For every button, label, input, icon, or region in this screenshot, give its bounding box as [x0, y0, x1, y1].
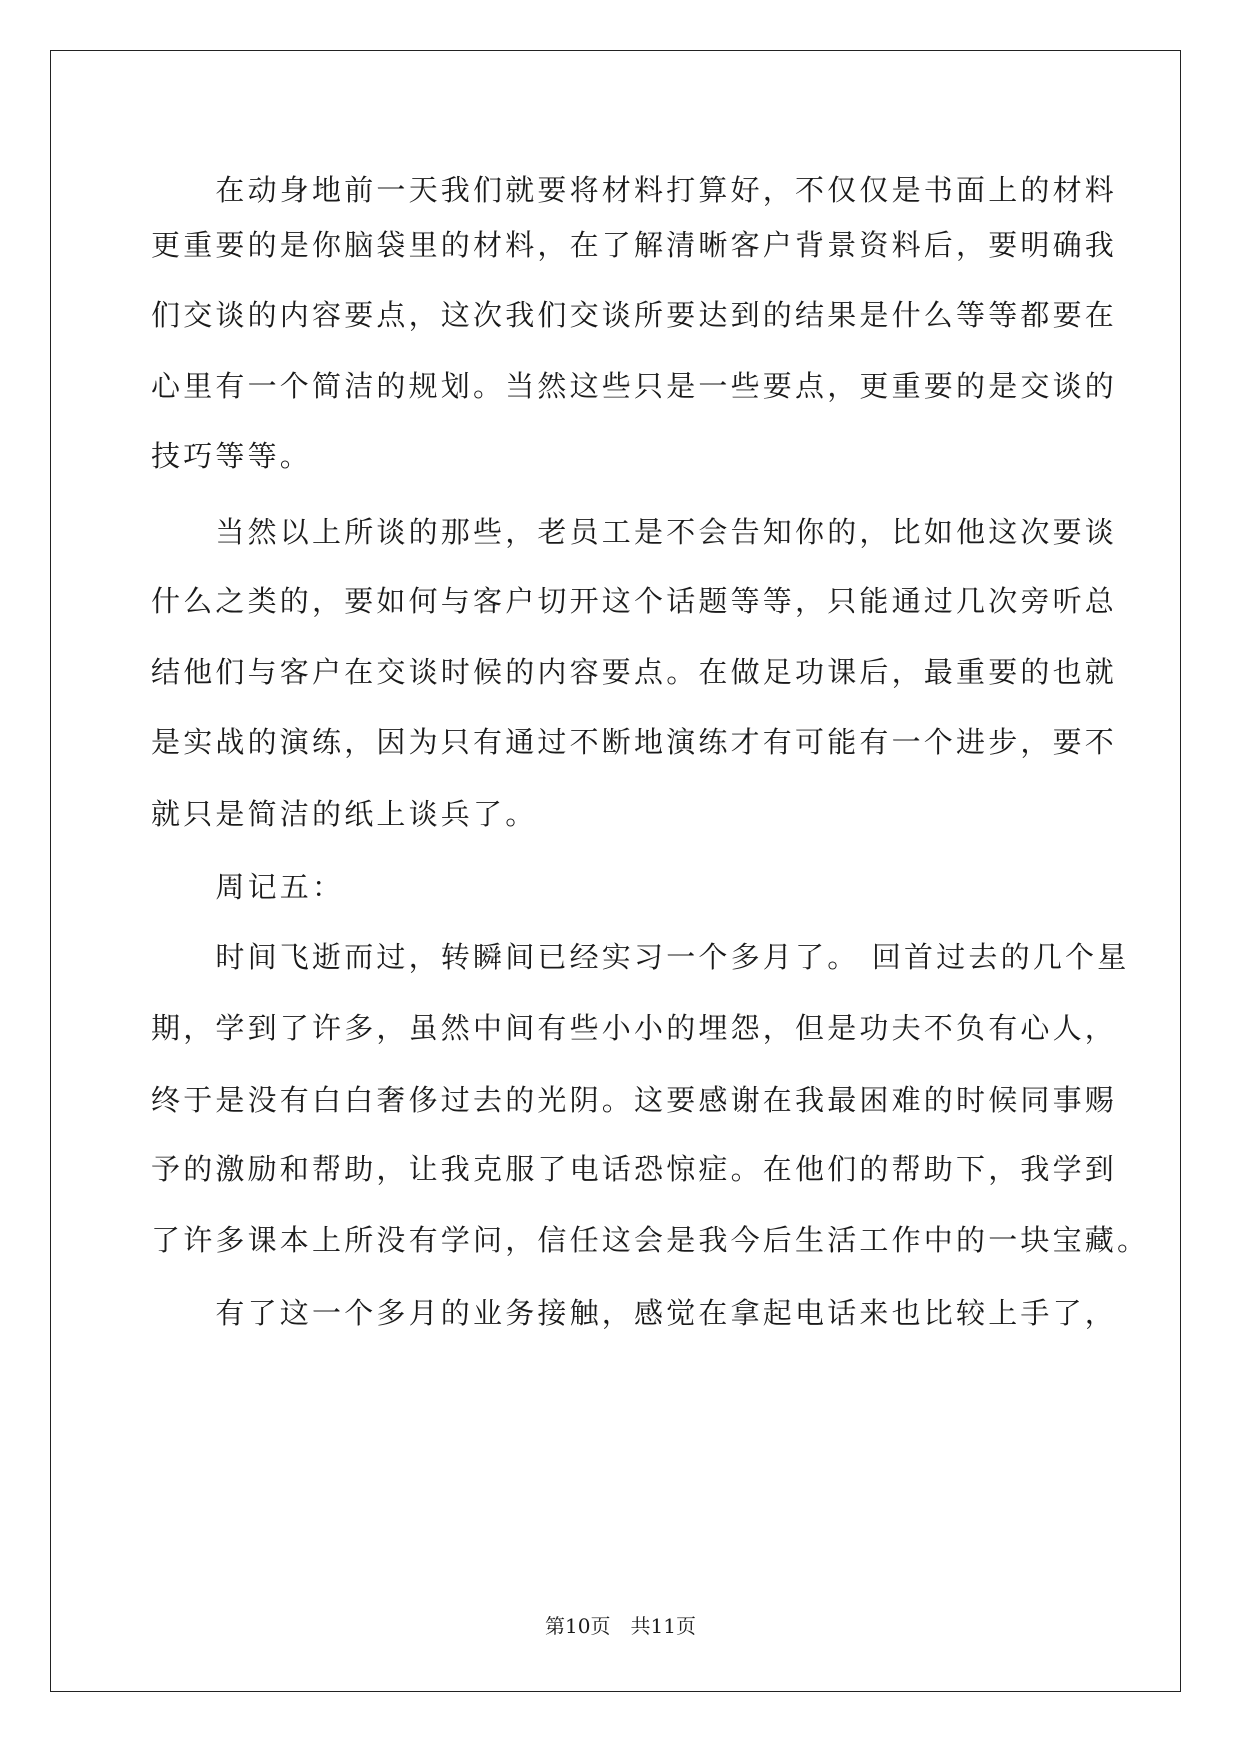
body-line: 予的激励和帮助，让我克服了电话恐惊症。在他们的帮助下，我学到	[151, 1152, 1118, 1186]
page-number: 第10页 共11页	[545, 1614, 696, 1638]
body-line: 有了这一个多月的业务接触，感觉在拿起电话来也比较上手了，	[151, 1296, 1118, 1330]
section-heading: 周记五：	[151, 870, 345, 904]
body-line: 是实战的演练，因为只有通过不断地演练才有可能有一个进步，要不	[151, 725, 1118, 759]
body-line: 心里有一个简洁的规划。当然这些只是一些要点，更重要的是交谈的	[151, 369, 1118, 403]
body-line: 就只是简洁的纸上谈兵了。	[151, 797, 538, 831]
body-line: 了许多课本上所没有学问，信任这会是我今后生活工作中的一块宝藏。	[151, 1223, 1150, 1257]
body-line: 期，学到了许多，虽然中间有些小小的埋怨，但是功夫不负有心人，	[151, 1011, 1118, 1045]
body-line: 结他们与客户在交谈时候的内容要点。在做足功课后，最重要的也就	[151, 655, 1118, 689]
body-line: 终于是没有白白奢侈过去的光阴。这要感谢在我最困难的时候同事赐	[151, 1083, 1118, 1117]
body-line: 技巧等等。	[151, 439, 313, 473]
body-line: 当然以上所谈的那些，老员工是不会告知你的，比如他这次要谈	[151, 515, 1118, 549]
body-line: 在动身地前一天我们就要将材料打算好，不仅仅是书面上的材料	[151, 173, 1118, 207]
body-line: 时间飞逝而过，转瞬间已经实习一个多月了。 回首过去的几个星	[151, 940, 1130, 974]
body-line: 们交谈的内容要点，这次我们交谈所要达到的结果是什么等等都要在	[151, 298, 1118, 332]
body-line: 更重要的是你脑袋里的材料，在了解清晰客户背景资料后，要明确我	[151, 228, 1118, 262]
body-line: 什么之类的，要如何与客户切开这个话题等等，只能通过几次旁听总	[151, 584, 1118, 618]
